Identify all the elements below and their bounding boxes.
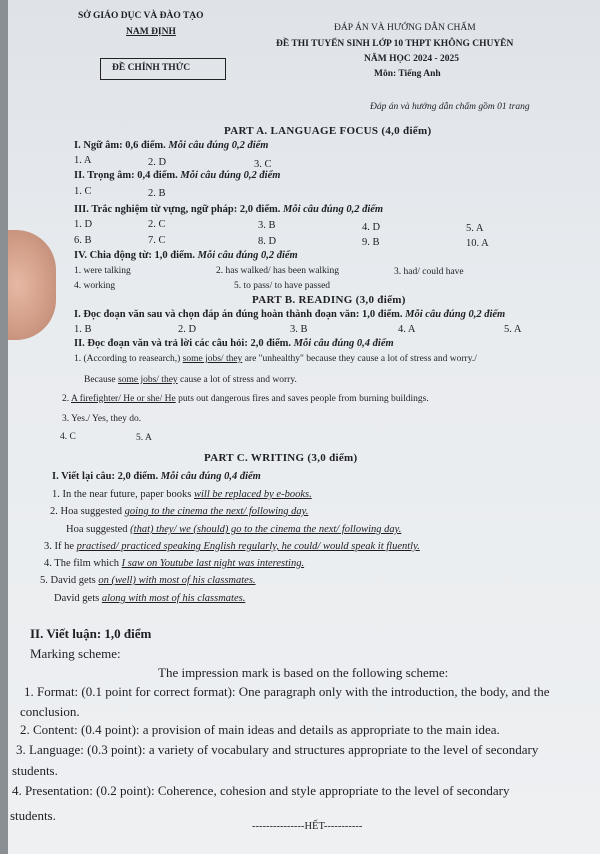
answer: 5. to pass/ to have passed [234, 281, 331, 291]
writing-answer-2: 2. Hoa suggested going to the cinema the next/ following day. [50, 506, 309, 517]
answer: 2. has walked/ has been walking [216, 266, 339, 276]
writing-answer-1: 1. In the near future, paper books will be replaced by e-books. [52, 489, 312, 500]
school-year: NĂM HỌC 2024 - 2025 [364, 54, 459, 64]
writing-answer-2-alt: Hoa suggested (that) they/ we (should) go to the cinema the next/ following day. [66, 524, 402, 535]
marking-scheme-label: Marking scheme: [30, 646, 121, 661]
reading-answer-1-alt: Because some jobs/ they cause a lot of stress and worry. [84, 375, 297, 385]
part-c-title: PART C. WRITING (3,0 điểm) [204, 452, 358, 464]
part-a-section-1-heading: I. Ngữ âm: 0,6 điểm. Mỗi câu đúng 0,2 điểm [74, 140, 269, 151]
part-a-title: PART A. LANGUAGE FOCUS (4,0 điểm) [224, 125, 432, 137]
answer: 4. working [74, 281, 116, 291]
answer-key-title: ĐÁP ÁN VÀ HƯỚNG DẪN CHẤM [334, 23, 476, 33]
answer: 2. C [148, 219, 166, 230]
scheme-language-cont: students. [12, 763, 58, 778]
answer: 2. D [178, 324, 197, 335]
answer-key-page [8, 0, 600, 854]
answer: 4. A [398, 324, 416, 335]
writing-answer-5: 5. David gets on (well) with most of his classmates. [40, 575, 256, 586]
answer: 1. C [74, 186, 92, 197]
answer: 3. B [290, 324, 308, 335]
answer: 3. B [258, 220, 276, 231]
writing-answer-3: 3. If he practised/ practiced speaking English regularly, he could/ would speak it fluently. [44, 541, 420, 552]
subject: Môn: Tiếng Anh [374, 69, 441, 79]
answer: 7. C [148, 235, 166, 246]
answer: 2. D [148, 157, 167, 168]
part-a-section-3-heading: III. Trắc nghiệm từ vựng, ngữ pháp: 2,0 điểm. Mỗi câu đúng 0,2 điểm [74, 204, 384, 215]
writing-answer-5-alt: David gets along with most of his classmates. [54, 593, 246, 604]
exam-title: ĐỀ THI TUYỂN SINH LỚP 10 THPT KHÔNG CHUYÊN [276, 39, 514, 49]
answer: 5. A [504, 324, 522, 335]
answer: 3. had/ could have [394, 267, 464, 277]
reading-answer-3: 3. Yes./ Yes, they do. [62, 414, 142, 424]
part-a-section-4-heading: IV. Chia động từ: 1,0 điểm. Mỗi câu đúng 0,2 điểm [74, 250, 298, 261]
answer: 1. A [74, 155, 92, 166]
reading-answer-2: 2. A firefighter/ He or she/ He puts out dangerous fires and saves people from burning buildings. [62, 394, 429, 404]
answer: 1. B [74, 324, 92, 335]
department-name: SỞ GIÁO DỤC VÀ ĐÀO TẠO [78, 11, 204, 21]
scheme-content: 2. Content: (0.4 point): a provision of main ideas and details as appropriate to the main idea. [20, 722, 500, 737]
scheme-format-cont: conclusion. [20, 704, 80, 719]
thumb [8, 230, 56, 340]
end-marker: ---------------HẾT----------- [252, 821, 363, 832]
part-c-section-1-heading: I. Viết lại câu: 2,0 điểm. Mỗi câu đúng 0,4 điểm [52, 471, 261, 482]
answer: 1. were talking [74, 266, 131, 276]
answer: 6. B [74, 235, 92, 246]
answer: 4. D [362, 222, 381, 233]
answer: 8. D [258, 236, 277, 247]
part-b-section-2-heading: II. Đọc đoạn văn và trả lời các câu hỏi: 2,0 điểm. Mỗi câu đúng 0,4 điểm [74, 338, 394, 349]
answer: 10. A [466, 238, 489, 249]
part-b-title: PART B. READING (3,0 điểm) [252, 294, 406, 306]
answer: 5. A [466, 223, 484, 234]
pages-note: Đáp án và hướng dẫn chấm gồm 01 trang [370, 102, 530, 112]
reading-answer-4: 4. C [60, 432, 76, 442]
scheme-presentation-cont: students. [10, 808, 56, 823]
essay-heading: II. Viết luận: 1,0 điểm [30, 626, 152, 641]
reading-answer-5: 5. A [136, 433, 152, 443]
scheme-format: 1. Format: (0.1 point for correct format): One paragraph only with the introduction, the body, and the [24, 684, 550, 699]
scheme-presentation: 4. Presentation: (0.2 point): Coherence, cohesion and style appropriate to the level of secondary [12, 783, 510, 798]
answer: 1. D [74, 219, 93, 230]
part-a-section-2-heading: II. Trọng âm: 0,4 điểm. Mỗi câu đúng 0,2 điểm [74, 170, 281, 181]
impression-mark-intro: The impression mark is based on the following scheme: [158, 665, 449, 680]
official-label: ĐỀ CHÍNH THỨC [112, 63, 191, 73]
answer: 3. C [254, 159, 272, 170]
writing-answer-4: 4. The film which I saw on Youtube last night was interesting. [44, 558, 305, 569]
province-name: NAM ĐỊNH [126, 27, 176, 37]
reading-answer-1: 1. (According to reasearch,) some jobs/ they are "unhealthy" because they cause a lot of stress and worry./ [74, 354, 477, 364]
part-b-section-1-heading: I. Đọc đoạn văn sau và chọn đáp án đúng hoàn thành đoạn văn: 1,0 điểm. Mỗi câu đúng 0,2 điểm [74, 309, 506, 320]
scheme-language: 3. Language: (0.3 point): a variety of vocabulary and structures appropriate to the level of secondary [16, 742, 539, 757]
answer: 9. B [362, 237, 380, 248]
answer: 2. B [148, 188, 166, 199]
